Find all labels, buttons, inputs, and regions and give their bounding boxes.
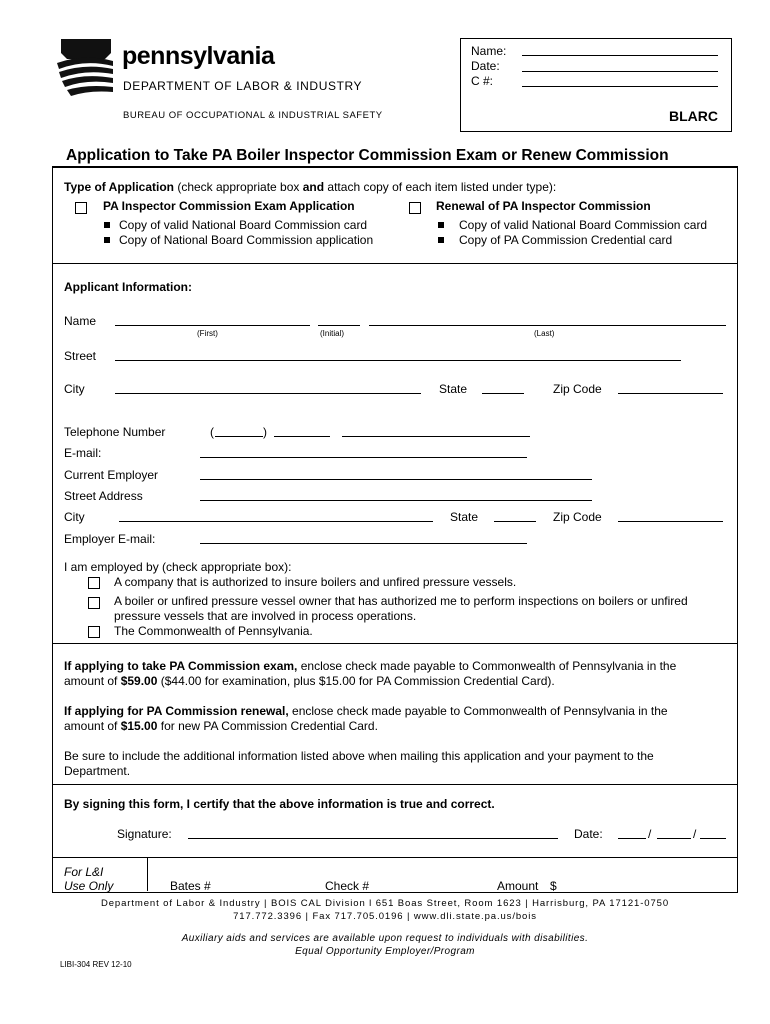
footer-contact: 717.772.3396 | Fax 717.705.0196 | www.dli.state.pa.us/bois [233,911,537,922]
bullet-icon [438,237,444,243]
amount-label: Amount [497,879,539,893]
exam-item-2: Copy of National Board Commission application [119,233,374,247]
exam-amount-post: ($44.00 for examination, plus $15.00 for PA Commission Credential Card). [157,674,555,688]
phone-open-paren: ( [210,425,214,439]
phone-label: Telephone Number [64,425,166,439]
initial-field[interactable] [318,325,360,326]
pa-keystone-logo [55,39,117,97]
employment-option-2-line1: A boiler or unfired pressure vessel owner that has authorized me to perform inspections on boilers or unfired [114,594,688,608]
type-intro-mid: (check appropriate box [174,180,303,194]
employer-zip-label: Zip Code [553,510,602,524]
footer-aux-1: Auxiliary aids and services are available upon request to individuals with disabilities. [181,933,589,944]
divider [52,857,738,858]
date-slash-2: / [693,827,697,841]
renewal-label: Renewal of PA Inspector Commission [436,199,651,213]
phone-close-paren: ) [263,425,267,439]
type-intro-and: and [302,180,325,194]
footer-address: Department of Labor & Industry | BOIS CAL Division l 651 Boas Street, Room 1623 | Harrisburg, PA 17121-0750 [100,898,670,909]
mailing-note-line2: Department. [64,764,131,778]
email-label: E-mail: [64,446,102,460]
bullet-icon [104,237,110,243]
office-code: BLARC [669,108,718,124]
office-date-label: Date: [471,59,500,73]
employer-label: Current Employer [64,468,159,482]
employment-option-3-checkbox[interactable] [88,626,100,638]
employment-option-1-checkbox[interactable] [88,577,100,589]
office-name-label: Name: [471,44,507,58]
employment-option-3: The Commonwealth of Pennsylvania. [114,624,313,638]
street-label: Street [64,349,97,363]
employment-option-2-line2: pressure vessels that are involved in process operations. [114,609,417,623]
zip-label: Zip Code [553,382,602,396]
last-name-field[interactable] [369,325,726,326]
employer-email-label: Employer E-mail: [64,532,156,546]
employer-field[interactable] [200,479,592,480]
bullet-icon [438,222,444,228]
bureau-name: BUREAU OF OCCUPATIONAL & INDUSTRIAL SAFETY [123,110,383,121]
applicant-heading: Applicant Information: [64,280,192,294]
renew-amount: $15.00 [120,719,158,733]
renewal-item-2: Copy of PA Commission Credential card [459,233,673,247]
renewal-item-1: Copy of valid National Board Commission card [459,218,708,232]
type-intro-prefix: Type of Application [64,180,174,194]
date-slash-1: / [648,827,652,841]
bates-label: Bates # [170,879,211,893]
office-name-line[interactable] [522,55,718,56]
office-c-label: C #: [471,74,494,88]
office-use-label-2: Use Only [64,879,114,893]
exam-amount-pre: amount of [64,674,121,688]
date-label: Date: [574,827,603,841]
last-hint: (Last) [534,329,555,338]
street-field[interactable] [115,360,681,361]
employer-state-field[interactable] [494,521,536,522]
exam-payment-text: enclose check made payable to Commonwealth of Pennsylvania in the [297,659,677,673]
employment-option-1: A company that is authorized to insure boilers and unfired pressure vessels. [114,575,517,589]
divider [52,784,738,785]
office-c-line[interactable] [522,86,718,87]
check-label: Check # [325,879,370,893]
renew-amount-pre: amount of [64,719,121,733]
renew-payment-line2 [64,719,378,733]
renewal-checkbox[interactable] [409,202,421,214]
exam-payment-bold: If applying to take PA Commission exam, [64,659,298,673]
type-intro [64,180,556,194]
employment-option-2-checkbox[interactable] [88,597,100,609]
email-field[interactable] [200,457,527,458]
divider [52,643,738,644]
office-use-label-1: For L&I [64,865,104,879]
phone-prefix-field[interactable] [274,436,330,437]
signature-field[interactable] [188,838,558,839]
renew-payment-line1 [64,704,668,718]
initial-hint: (Initial) [320,329,345,338]
employment-heading: I am employed by (check appropriate box): [64,560,292,574]
org-name: pennsylvania [122,42,275,70]
state-label: State [439,382,468,396]
bullet-icon [104,222,110,228]
street-address-field[interactable] [200,500,592,501]
mailing-note-line1: Be sure to include the additional information listed above when mailing this application and your payment to the [64,749,654,763]
renew-payment-text: enclose check made payable to Commonwealth of Pennsylvania in the [288,704,668,718]
exam-payment-line2 [64,674,555,688]
phone-number-field[interactable] [342,436,530,437]
dollar-sign: $ [550,879,557,893]
employer-city-field[interactable] [119,521,433,522]
city-field[interactable] [115,393,421,394]
type-intro-suffix: attach copy of each item listed under type): [324,180,557,194]
area-code-field[interactable] [215,436,263,437]
employer-state-label: State [450,510,479,524]
office-date-line[interactable] [522,71,718,72]
city-label: City [64,382,85,396]
state-field[interactable] [482,393,524,394]
date-year-field[interactable] [700,838,726,839]
page-title: Application to Take PA Boiler Inspector Commission Exam or Renew Commission [66,147,669,164]
employer-city-label: City [64,510,85,524]
certify-statement: By signing this form, I certify that the above information is true and correct. [64,797,495,811]
exam-payment-line1 [64,659,676,673]
exam-amount: $59.00 [120,674,158,688]
first-hint: (First) [197,329,218,338]
zip-field[interactable] [618,393,723,394]
renew-amount-post: for new PA Commission Credential Card. [157,719,378,733]
signature-label: Signature: [117,827,172,841]
employer-email-field[interactable] [200,543,527,544]
exam-application-label: PA Inspector Commission Exam Application [103,199,355,213]
form-id: LIBI-304 REV 12-10 [60,960,132,969]
employer-zip-field[interactable] [618,521,723,522]
exam-item-1: Copy of valid National Board Commission card [119,218,368,232]
first-name-field[interactable] [115,325,310,326]
department-name: DEPARTMENT OF LABOR & INDUSTRY [123,79,363,93]
date-day-field[interactable] [657,838,691,839]
footer-aux-2: Equal Opportunity Employer/Program [295,946,475,957]
office-use-divider [147,857,148,891]
exam-application-checkbox[interactable] [75,202,87,214]
date-month-field[interactable] [618,838,646,839]
divider [52,263,738,264]
street-address-label: Street Address [64,489,143,503]
name-label: Name [64,314,97,328]
renew-payment-bold: If applying for PA Commission renewal, [64,704,289,718]
